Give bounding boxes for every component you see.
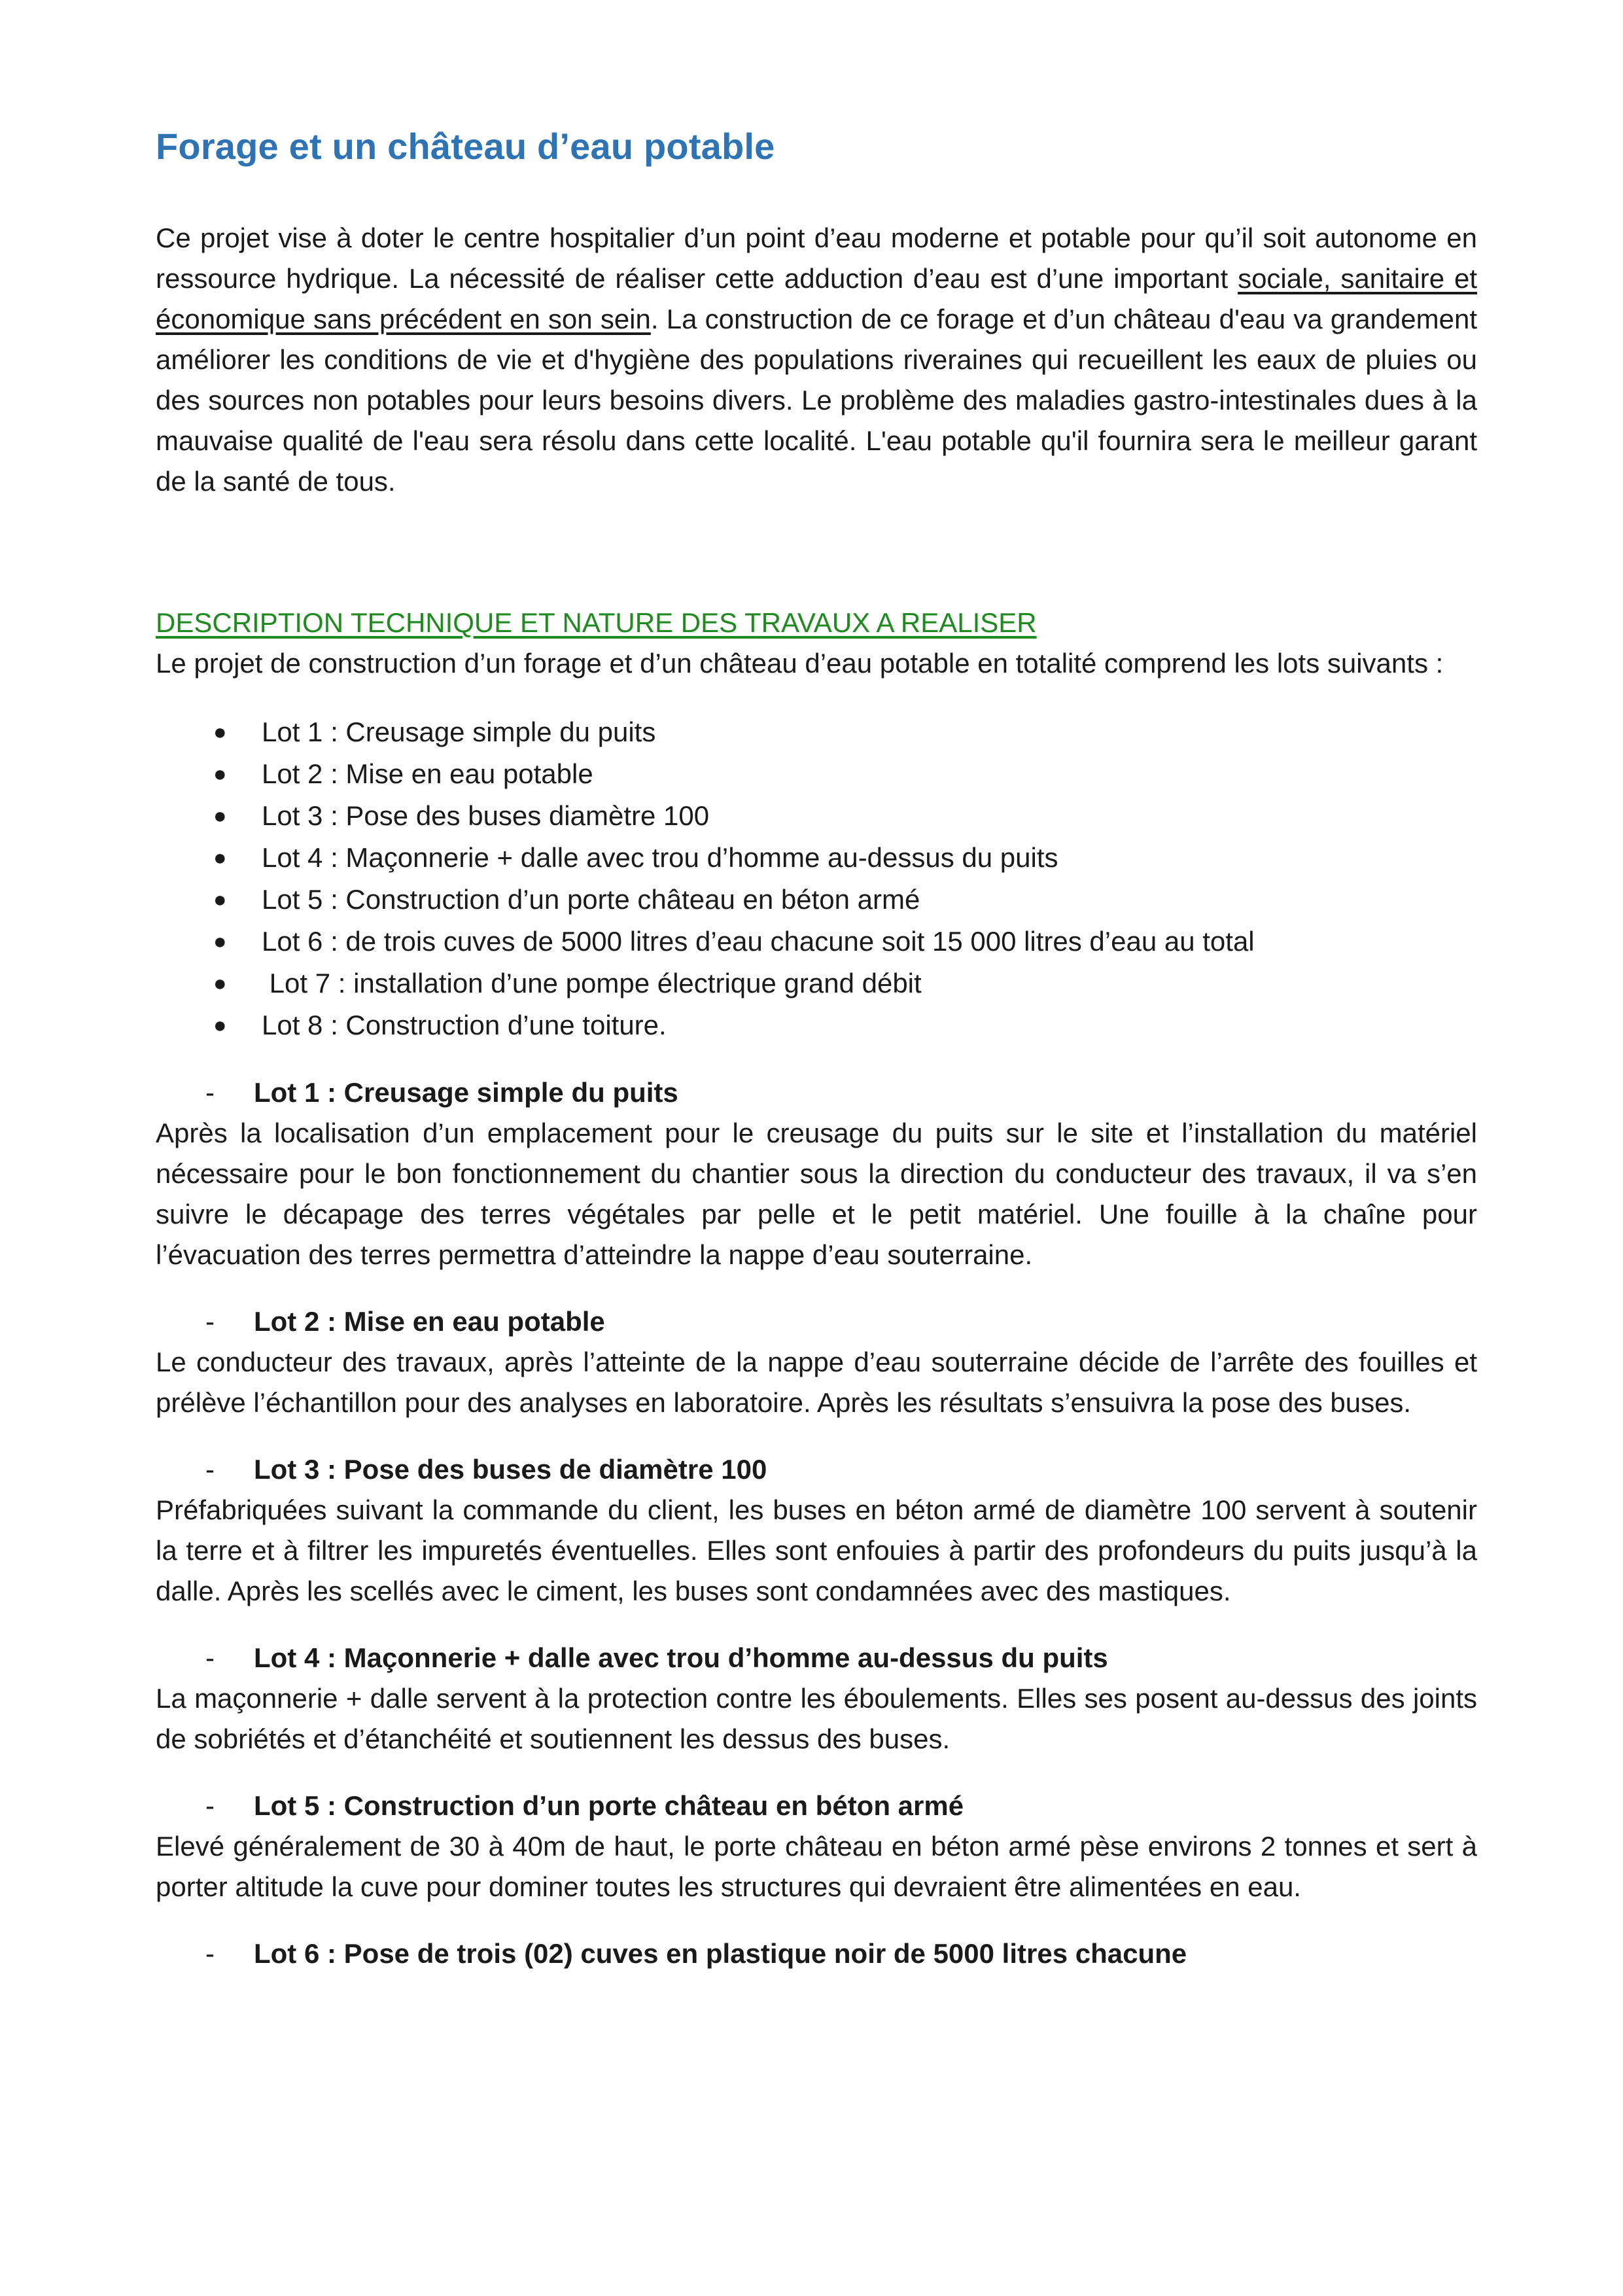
section-heading: DESCRIPTION TECHNIQUE ET NATURE DES TRAVAUX A REALISER bbox=[156, 607, 1037, 639]
dash-marker: - bbox=[205, 1790, 215, 1822]
list-item bbox=[156, 1004, 1477, 1046]
dash-marker: - bbox=[205, 1454, 215, 1485]
intro-text-start: Ce projet vise à doter le centre hospitalier d’un point d’eau moderne et potable pour qu’il soit autonome en ressource hydrique. La nécessité de réaliser cette adduction d’eau est d’une important bbox=[156, 222, 1477, 294]
lot-2-heading-text: Lot 2 : Mise en eau potable bbox=[254, 1306, 605, 1337]
list-item bbox=[156, 837, 1477, 879]
lot-2-heading bbox=[156, 1301, 1477, 1342]
dash-marker: - bbox=[205, 1938, 215, 1969]
document-title: Forage et un château d’eau potable bbox=[156, 126, 775, 167]
lot-5-body: Elevé généralement de 30 à 40m de haut, le porte château en béton armé pèse environs 2 tonnes et sert à porter altitude la cuve pour dominer toutes les structures qui devraient être alimentées en eau. bbox=[156, 1831, 1477, 1903]
list-item bbox=[156, 921, 1477, 963]
list-item bbox=[156, 963, 1477, 1004]
lot-5-heading-text: Lot 5 : Construction d’un porte château en béton armé bbox=[254, 1790, 964, 1822]
list-item-label: Lot 2 : Mise en eau potable bbox=[262, 758, 593, 790]
dash-marker: - bbox=[205, 1077, 215, 1108]
list-item bbox=[156, 879, 1477, 921]
lot-3-heading bbox=[156, 1449, 1477, 1490]
lot-4-body: La maçonnerie + dalle servent à la protection contre les éboulements. Elles ses posent au-dessus des joints de sobriétés et d’étanchéité et soutiennent les dessus des buses. bbox=[156, 1683, 1477, 1755]
lot-1-body: Après la localisation d’un emplacement pour le creusage du puits sur le site et l’installation du matériel nécessaire pour le bon fonctionnement du chantier sous la direction du conducteur des travaux, il va s’en suivre le décapage des terres végétales par pelle et le petit matériel. Une fouille à la chaîne pour l’évacuation des terres permettra d’atteindre la nappe d’eau souterraine. bbox=[156, 1118, 1477, 1271]
intro-paragraph bbox=[156, 218, 1477, 502]
list-item-label: Lot 6 : de trois cuves de 5000 litres d’eau chacune soit 15 000 litres d’eau au total bbox=[262, 926, 1255, 957]
bullet-icon: ● bbox=[213, 762, 227, 787]
list-item-label: Lot 5 : Construction d’un porte château en béton armé bbox=[262, 884, 920, 915]
list-item-label: Lot 8 : Construction d’une toiture. bbox=[262, 1010, 667, 1041]
lot-1-heading bbox=[156, 1072, 1477, 1113]
bullet-icon: ● bbox=[213, 720, 227, 745]
bullet-icon: ● bbox=[213, 971, 227, 997]
document-page bbox=[156, 124, 1477, 1974]
lots-list bbox=[156, 711, 1477, 1046]
lot-5-section bbox=[156, 1786, 1477, 1907]
lot-1-section bbox=[156, 1072, 1477, 1275]
lot-3-section bbox=[156, 1449, 1477, 1612]
intro-underlined-text: sociale, sanitaire et économique sans précédent en son sein bbox=[156, 263, 1477, 335]
list-item bbox=[156, 711, 1477, 753]
lot-5-heading bbox=[156, 1786, 1477, 1826]
lot-4-heading bbox=[156, 1638, 1477, 1678]
lot-4-heading-text: Lot 4 : Maçonnerie + dalle avec trou d’homme au-dessus du puits bbox=[254, 1642, 1108, 1674]
lot-2-body: Le conducteur des travaux, après l’atteinte de la nappe d’eau souterraine décide de l’arrête des fouilles et prélève l’échantillon pour des analyses en laboratoire. Après les résultats s’ensuivra la pose des buses. bbox=[156, 1347, 1477, 1419]
lot-1-heading-text: Lot 1 : Creusage simple du puits bbox=[254, 1077, 678, 1108]
lot-4-section bbox=[156, 1638, 1477, 1759]
bullet-icon: ● bbox=[213, 1013, 227, 1038]
lot-3-heading-text: Lot 3 : Pose des buses de diamètre 100 bbox=[254, 1454, 767, 1485]
intro-text-end: . La construction de ce forage et d’un château d'eau va grandement améliorer les conditions de vie et d'hygiène des populations riveraines qui recueillent les eaux de pluies ou des sources non potables pour leurs besoins divers. Le problème des maladies gastro-intestinales dues à la mauvaise qualité de l'eau sera résolu dans cette localité. L'eau potable qu'il fournira sera le meilleur garant de la santé de tous. bbox=[156, 304, 1477, 497]
section-intro: Le projet de construction d’un forage et d’un château d’eau potable en totalité comprend les lots suivants : bbox=[156, 648, 1444, 679]
list-item bbox=[156, 795, 1477, 837]
bullet-icon: ● bbox=[213, 887, 227, 913]
list-item-label: Lot 3 : Pose des buses diamètre 100 bbox=[262, 800, 710, 832]
lot-3-body: Préfabriquées suivant la commande du client, les buses en béton armé de diamètre 100 servent à soutenir la terre et à filtrer les impuretés éventuelles. Elles sont enfouies à partir des profondeurs du puits jusqu’à la dalle. Après les scellés avec le ciment, les buses sont condamnées avec des mastiques. bbox=[156, 1494, 1477, 1607]
bullet-icon: ● bbox=[213, 845, 227, 871]
list-item bbox=[156, 753, 1477, 795]
lot-6-heading-text: Lot 6 : Pose de trois (02) cuves en plastique noir de 5000 litres chacune bbox=[254, 1938, 1187, 1969]
dash-marker: - bbox=[205, 1642, 215, 1674]
bullet-icon: ● bbox=[213, 929, 227, 955]
list-item-label: Lot 1 : Creusage simple du puits bbox=[262, 716, 656, 748]
list-item-label: Lot 7 : installation d’une pompe électrique grand débit bbox=[262, 968, 922, 999]
list-item-label: Lot 4 : Maçonnerie + dalle avec trou d’homme au-dessus du puits bbox=[262, 842, 1058, 874]
bullet-icon: ● bbox=[213, 804, 227, 829]
lot-6-heading bbox=[156, 1934, 1477, 1974]
lot-6-section bbox=[156, 1934, 1477, 1974]
dash-marker: - bbox=[205, 1306, 215, 1337]
lot-2-section bbox=[156, 1301, 1477, 1423]
